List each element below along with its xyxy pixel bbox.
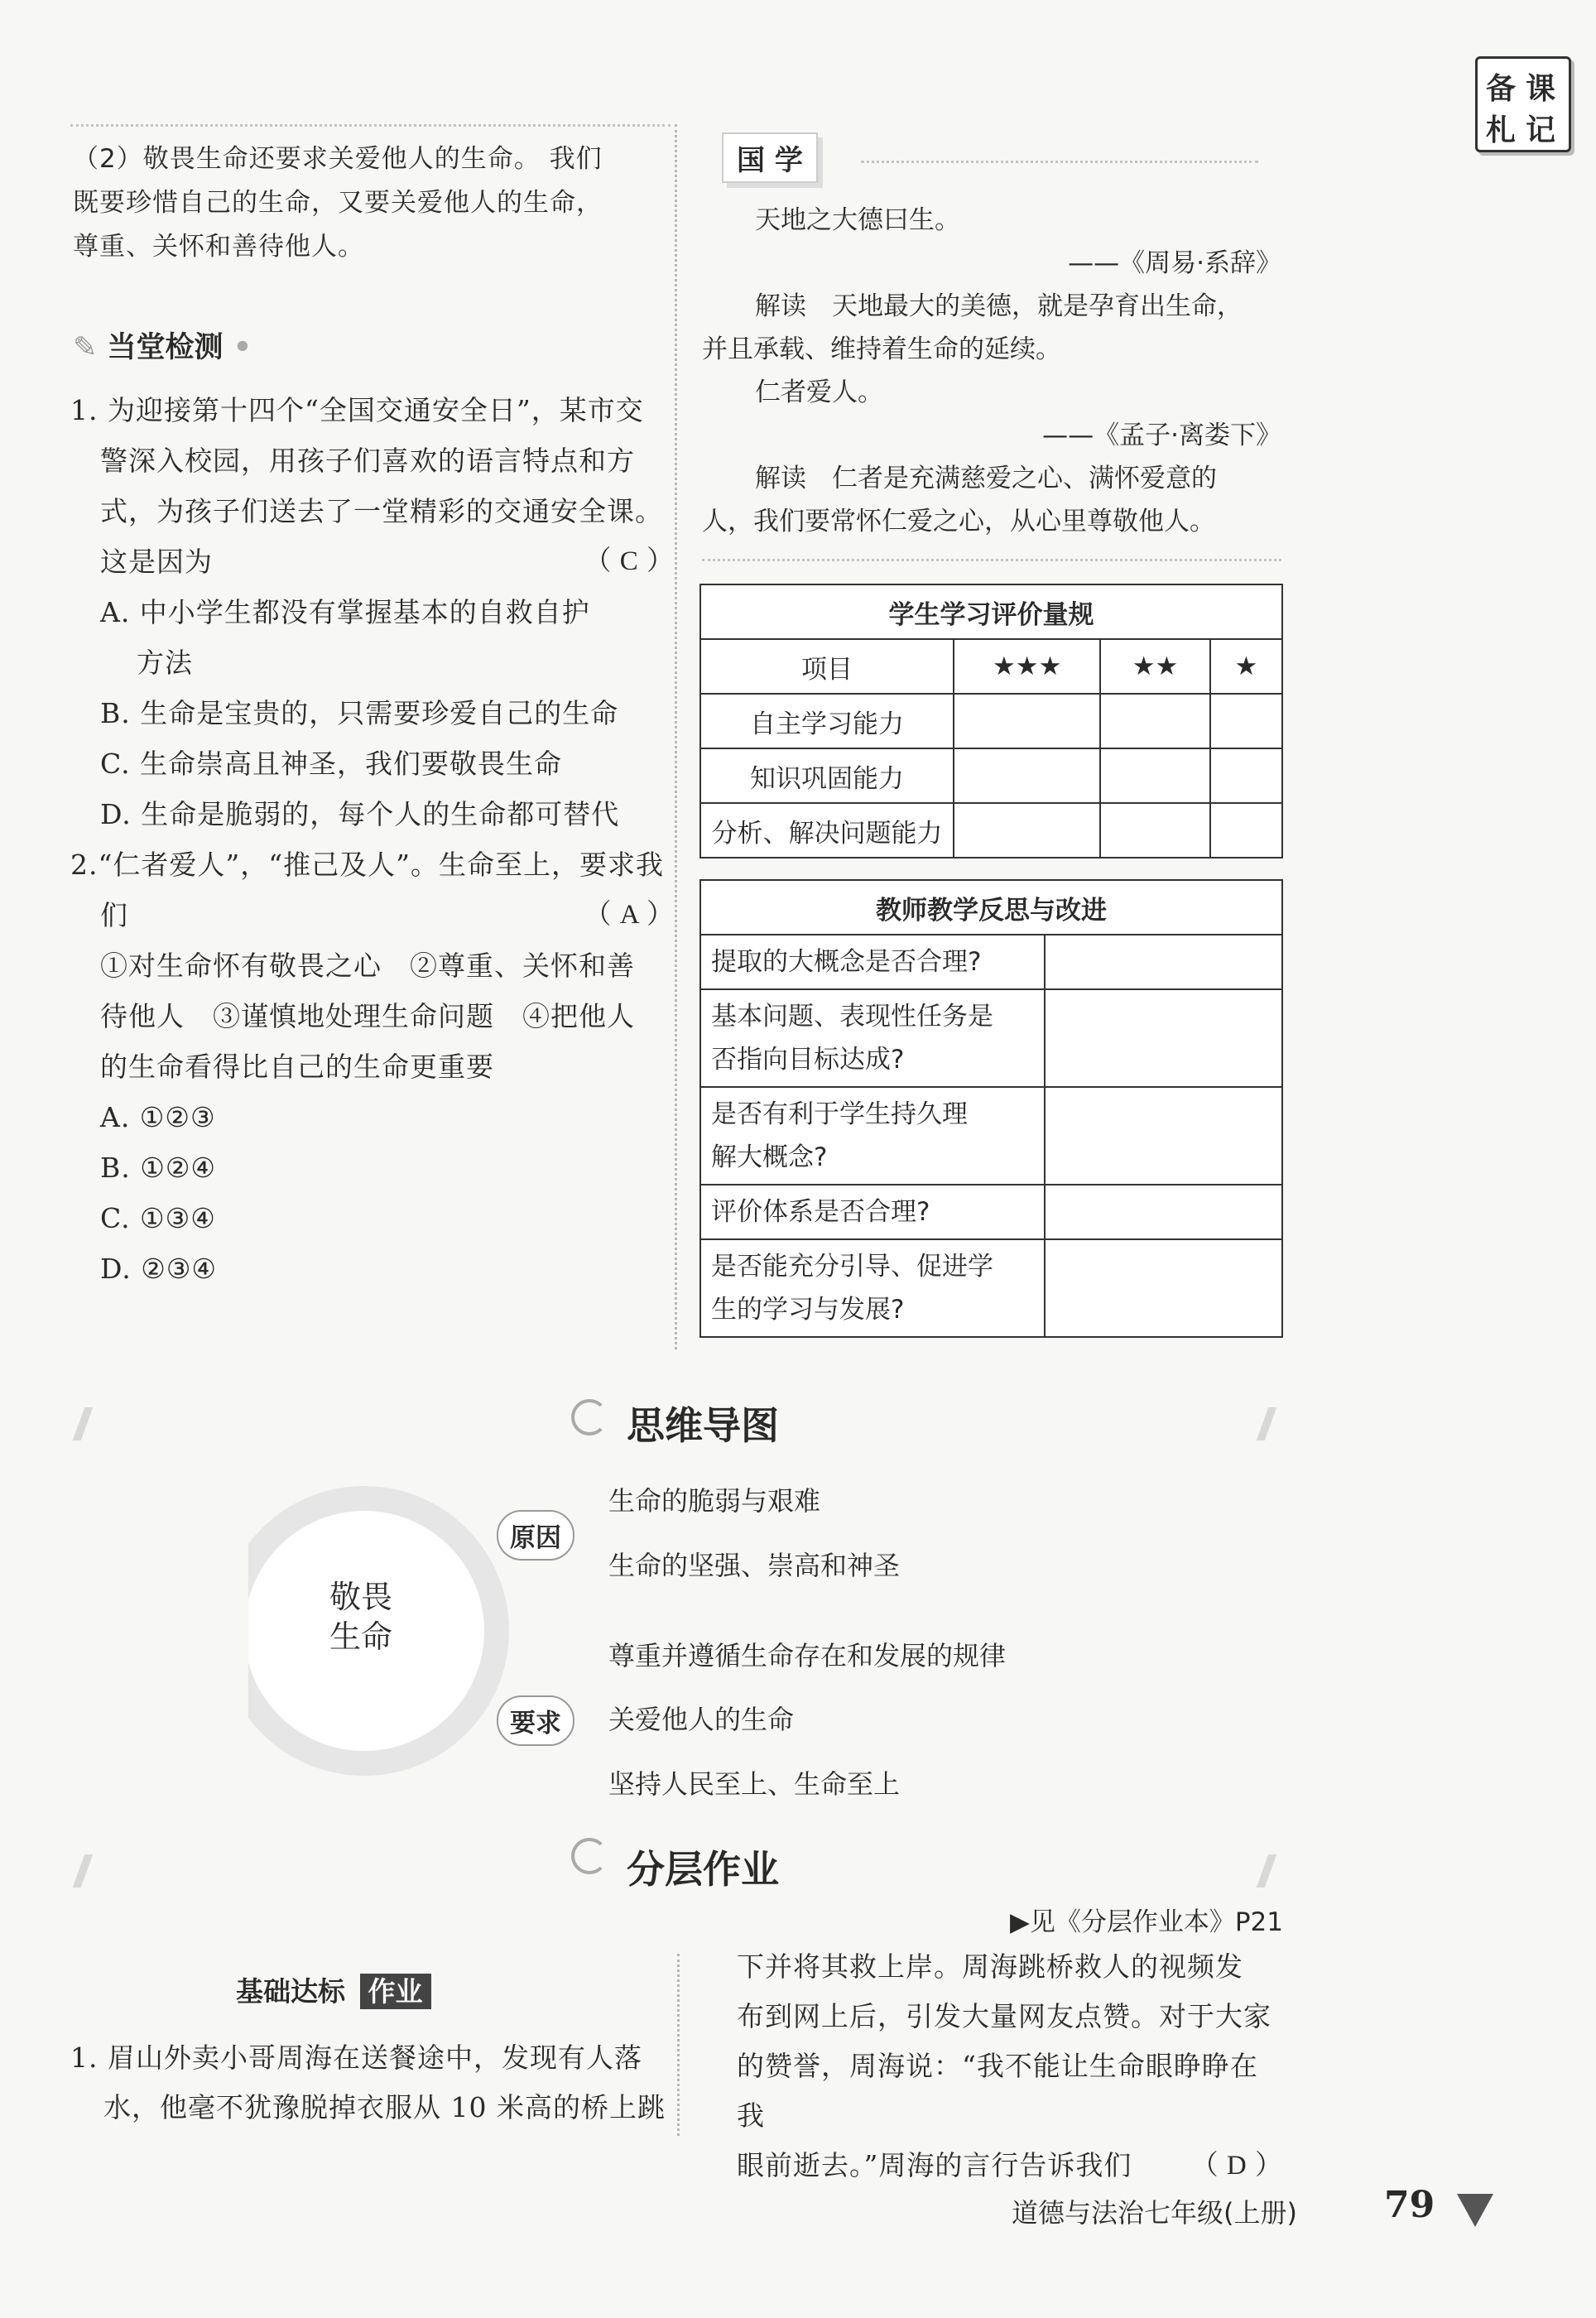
text-line: 提取的大概念是否合理? <box>711 947 982 977</box>
text-line: ①对生命怀有敬畏之心 ②尊重、关怀和善 <box>100 950 635 982</box>
option-d: D. ②③④ <box>100 1253 218 1285</box>
text-line: 生的学习与发展? <box>711 1295 905 1325</box>
answer-q1: （ C ） <box>584 546 675 576</box>
eval-header-3star: ★★★ <box>954 639 1100 694</box>
homework-reference: ▶见《分层作业本》P21 <box>1010 1907 1283 1937</box>
text-line: 评价体系是否合理? <box>711 1197 930 1227</box>
eval-row-label: 知识巩固能力 <box>700 748 954 803</box>
pencil-icon: ✎ <box>73 331 98 364</box>
text-line: 水，他毫不犹豫脱掉衣服从 10 米高的桥上跳 <box>103 2091 666 2123</box>
corner-badge <box>1475 56 1571 152</box>
branch-item: 生命的脆弱与艰难 <box>608 1485 821 1517</box>
text-line: 下并将其救上岸。周海跳桥救人的视频发 <box>737 1950 1243 1983</box>
intro-paragraph <box>73 137 669 269</box>
interpretation: 解读 仁者是充满慈爱之心、满怀爱意的 <box>755 464 1217 493</box>
option-a: A. ①②③ <box>100 1101 216 1133</box>
quote-source: ——《周易·系辞》 <box>1068 248 1281 278</box>
option-a-cont: 方法 <box>137 647 193 679</box>
option-b: B. ①②④ <box>100 1152 216 1184</box>
decor-triangle-icon <box>1457 2194 1493 2227</box>
reflect-table-title: 教师教学反思与改进 <box>700 880 1282 935</box>
text-line: 布到网上后，引发大量网友点赞。对于大家 <box>737 2000 1272 2032</box>
branch-item: 尊重并遵循生命存在和发展的规律 <box>608 1640 1007 1671</box>
eval-header: 项目 <box>700 639 954 694</box>
eval-table-title: 学生学习评价量规 <box>700 584 1282 639</box>
answer-q2: （ A ） <box>584 900 675 930</box>
reflect-row <box>700 1185 1045 1239</box>
decor-slash <box>73 1407 94 1440</box>
text-line: 的赞誉，周海说：“我不能让生命眼睁睁在我 <box>737 2050 1258 2132</box>
refresh-icon <box>571 1838 608 1874</box>
text-line: 警深入校园，用孩子们喜欢的语言特点和方 <box>100 445 635 477</box>
footer-book-title: 道德与法治七年级(上册) <box>1012 2197 1297 2229</box>
text-line: 基本问题、表现性任务是 <box>711 1002 993 1032</box>
eval-table <box>699 584 1283 858</box>
reflect-row <box>700 1239 1045 1337</box>
text-line: 是否有利于学生持久理 <box>711 1099 968 1129</box>
branch-reason: 原因 <box>497 1510 574 1561</box>
guoxue-title: 国 学 <box>722 132 818 183</box>
homework-q1-left <box>70 2033 675 2133</box>
homework-title: 分层作业 <box>627 1847 779 1892</box>
option-d: D. 生命是脆弱的，每个人的生命都可替代 <box>100 798 620 830</box>
text-line: 式，为孩子们送去了一堂精彩的交通安全课。 <box>100 495 663 527</box>
interpretation: 并且承载、维持着生命的延续。 <box>702 334 1061 364</box>
interpretation: 人，我们要常怀仁爱之心，从心里尊敬他人。 <box>702 507 1215 536</box>
corner-char: 记 <box>1526 113 1556 147</box>
text-line: 眼前逝去。”周海的言行告诉我们 <box>737 2149 1132 2181</box>
text-line: 既要珍惜自己的生命，又要关爱他人的生命， <box>73 188 603 218</box>
center-text: 敬畏 <box>329 1579 393 1615</box>
branch-item: 生命的坚强、崇高和神圣 <box>608 1550 901 1581</box>
mindmap-title: 思维导图 <box>627 1403 779 1448</box>
reflect-table <box>699 879 1283 1338</box>
quote-text: 仁者爱人。 <box>755 378 883 407</box>
option-c: C. ①③④ <box>100 1202 216 1234</box>
homework-q1-right <box>737 1942 1283 2191</box>
option-c: C. 生命崇高且神圣，我们要敬畏生命 <box>100 748 563 780</box>
search-icon <box>571 1399 608 1436</box>
corner-char: 备 <box>1486 72 1517 106</box>
branch-item: 关爱他人的生命 <box>608 1704 795 1735</box>
eval-header-1star: ★ <box>1210 639 1282 694</box>
column-divider <box>675 124 677 1349</box>
text-line: 1. 为迎接第十四个“全国交通安全日”，某市交 <box>70 394 644 426</box>
text-line: 是否能充分引导、促进学 <box>711 1252 993 1282</box>
eval-row-label: 分析、解决问题能力 <box>700 803 954 858</box>
basic-badge <box>236 1970 431 2009</box>
text-line: 1. 眉山外卖小哥周海在送餐途中，发现有人落 <box>70 2041 642 2074</box>
option-b: B. 生命是宝贵的，只需要珍爱自己的生命 <box>100 697 619 729</box>
text-line: 的生命看得比自己的生命更重要 <box>100 1051 494 1083</box>
text-line: 这是因为 <box>100 546 213 578</box>
reflect-row <box>700 989 1045 1087</box>
decor-slash <box>1257 1854 1277 1888</box>
text-line: 尊重、关怀和善待他人。 <box>73 232 364 262</box>
quote-source: ——《孟子·离娄下》 <box>1042 421 1281 450</box>
center-text: 生命 <box>329 1618 393 1655</box>
text-line: 们 <box>100 899 128 931</box>
question-1 <box>70 385 675 839</box>
eval-header-2star: ★★ <box>1100 639 1209 694</box>
badge-text: 基础达标 <box>236 1975 345 2008</box>
guoxue-content <box>702 199 1281 543</box>
question-2 <box>70 839 675 1294</box>
option-a: A. 中小学生都没有掌握基本的自救自护 <box>100 596 590 628</box>
top-divider <box>70 124 671 127</box>
page-number: 79 <box>1384 2184 1435 2226</box>
decor-slash <box>1257 1407 1277 1440</box>
section-title: ✎ 当堂检测 • <box>73 331 252 364</box>
text-line: （2）敬畏生命还要求关爱他人的生命。 我们 <box>73 144 603 174</box>
branch-requirement: 要求 <box>497 1695 574 1746</box>
decor-slash <box>73 1854 94 1888</box>
reflect-row <box>700 1087 1045 1185</box>
text-line: 否指向目标达成? <box>711 1045 905 1075</box>
guoxue-bottom-divider <box>702 559 1281 561</box>
interpretation: 解读 天地最大的美德，就是孕育出生命， <box>755 291 1243 321</box>
text-line: 2.“仁者爱人”，“推己及人”。生命至上，要求我 <box>70 849 664 881</box>
corner-char: 札 <box>1486 113 1517 147</box>
mindmap-center <box>329 1577 392 1657</box>
section-title-text: 当堂检测 <box>107 331 224 364</box>
corner-char: 课 <box>1526 72 1556 106</box>
text-line: 待他人 ③谨慎地处理生命问题 ④把他人 <box>100 1000 635 1032</box>
quote-text: 天地之大德曰生。 <box>755 205 960 235</box>
eval-row-label: 自主学习能力 <box>700 694 954 748</box>
branch-item: 坚持人民至上、生命至上 <box>608 1768 901 1800</box>
badge-homework: 作业 <box>360 1974 431 2009</box>
answer-homework: （ D ） <box>1190 2151 1283 2181</box>
text-line: 解大概念? <box>711 1142 828 1172</box>
column-divider <box>677 1954 680 2136</box>
guoxue-divider <box>861 161 1258 163</box>
reflect-row <box>700 935 1045 989</box>
